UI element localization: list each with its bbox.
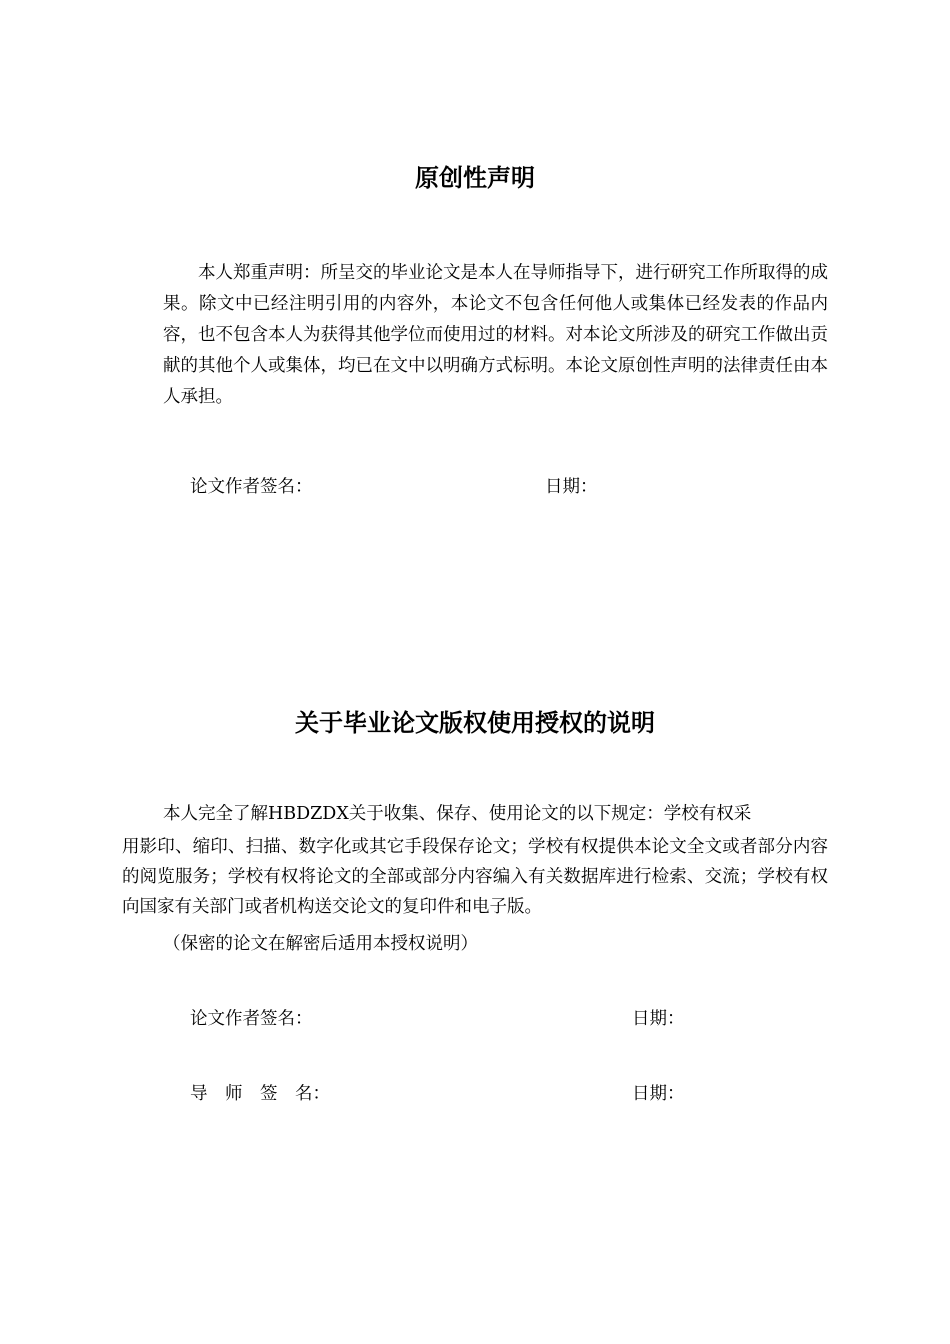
advisor-signature-label: 导 师 签 名：: [190, 1084, 330, 1104]
declaration-title: 原创性声明: [415, 164, 535, 192]
declaration-date-label: 日期：: [545, 477, 598, 497]
authorization-title: 关于毕业论文版权使用授权的说明: [295, 709, 655, 737]
declaration-author-signature-label: 论文作者签名：: [190, 477, 313, 497]
advisor-date-label: 日期：: [632, 1084, 685, 1104]
authorization-body-continued: 用影印、缩印、扫描、数字化或其它手段保存论文；学校有权提供本论文全文或者部分内容的阅览服务；学校有权将论文的全部或部分内容编入有关数据库进行检索、交流；学校有权向国家有关部门或者机构送交论文的复印件和电子版。: [122, 837, 828, 917]
authorization-author-signature-label: 论文作者签名：: [190, 1009, 313, 1029]
authorization-author-date-label: 日期：: [632, 1009, 685, 1029]
declaration-body: 本人郑重声明：所呈交的毕业论文是本人在导师指导下，进行研究工作所取得的成果。除文中已经注明引用的内容外，本论文不包含任何他人或集体已经发表的作品内容，也不包含本人为获得其他学位而使用过的材料。对本论文所涉及的研究工作做出贡献的其他个人或集体，均已在文中以明确方式标明。本论文原创性声明的法律责任由本人承担。: [163, 263, 828, 407]
authorization-body-first-line: 本人完全了解HBDZDX关于收集、保存、使用论文的以下规定：学校有权采: [163, 804, 752, 824]
confidential-note: （保密的论文在解密后适用本授权说明）: [163, 934, 478, 954]
